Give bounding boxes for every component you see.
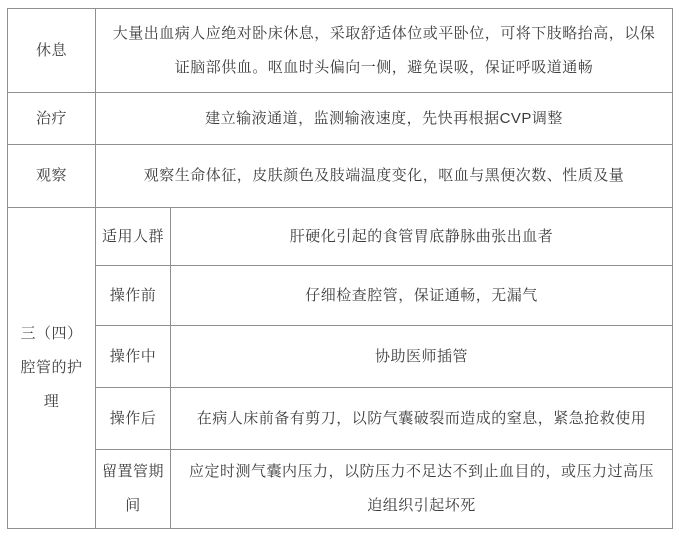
- row-content-observation: [96, 145, 673, 208]
- row-content-rest: [96, 9, 673, 93]
- row-label-rest-text: 休息: [35, 41, 67, 59]
- subrow-label-applicable-population: [96, 208, 171, 266]
- nursing-care-table: [7, 8, 673, 529]
- group-label-tube-care-line-1: 三（四）: [20, 325, 83, 342]
- row-content-observation-line-1: 观察生命体征，皮肤颜色及肢端温度变化，呕血与黑便次数、性质及量: [143, 167, 625, 184]
- table-row-observation: [8, 145, 673, 208]
- row-label-treatment-text: 治疗: [35, 109, 67, 127]
- row-label-rest: [8, 9, 96, 93]
- subrow-label-during-operation: [96, 326, 171, 388]
- table-row-during-operation: [8, 326, 673, 388]
- subrow-content-after-operation: [171, 388, 673, 450]
- table-row-rest: [8, 9, 673, 93]
- subrow-label-indwelling-period: [96, 450, 171, 529]
- subrow-label-before-operation-text: 操作前: [109, 286, 157, 304]
- subrow-label-after-operation-text: 操作后: [109, 409, 157, 427]
- subrow-label-indwelling-period-line-2: 间: [125, 497, 141, 514]
- subrow-label-applicable-population-text: 适用人群: [101, 227, 164, 245]
- row-content-treatment-line-1: 建立输液通道，监测输液速度，先快再根据CVP调整: [205, 109, 563, 127]
- subrow-content-during-operation: [171, 326, 673, 388]
- table-row-treatment: [8, 93, 673, 145]
- row-content-rest-line-2: 证脑部供血。呕血时头偏向一侧，避免误吸，保证呼吸道通畅: [174, 58, 594, 76]
- subrow-content-indwelling-period: [171, 450, 673, 529]
- subrow-label-during-operation-text: 操作中: [109, 347, 157, 365]
- table-row-applicable-population: [8, 208, 673, 266]
- subrow-content-indwelling-period-line-1: 应定时测气囊内压力，以防压力不足达不到止血目的，或压力过高压: [189, 463, 655, 480]
- table-row-before-operation: [8, 266, 673, 326]
- subrow-content-applicable-population-line-1: 肝硬化引起的食管胃底静脉曲张出血者: [289, 227, 554, 245]
- subrow-content-before-operation-line-1: 仔细检查腔管，保证通畅，无漏气: [305, 286, 538, 304]
- table-row-indwelling-period: [8, 450, 673, 529]
- row-label-observation: [8, 145, 96, 208]
- row-content-rest-line-1: 大量出血病人应绝对卧床休息，采取舒适体位或平卧位，可将下肢略抬高，以保: [112, 24, 656, 42]
- row-content-treatment: [96, 93, 673, 145]
- group-label-tube-care-line-3: 理: [43, 393, 60, 410]
- group-label-tube-care: [8, 208, 96, 529]
- subrow-content-during-operation-line-1: 协助医师插管: [375, 347, 469, 365]
- subrow-label-before-operation: [96, 266, 171, 326]
- subrow-content-before-operation: [171, 266, 673, 326]
- subrow-content-after-operation-line-1: 在病人床前备有剪刀，以防气囊破裂而造成的窒息，紧急抢救使用: [196, 409, 647, 427]
- table-row-after-operation: [8, 388, 673, 450]
- subrow-content-indwelling-period-line-2: 迫组织引起坏死: [367, 497, 476, 514]
- subrow-content-applicable-population: [171, 208, 673, 266]
- row-label-treatment: [8, 93, 96, 145]
- subrow-label-after-operation: [96, 388, 171, 450]
- subrow-label-indwelling-period-line-1: 留置管期: [101, 463, 164, 480]
- row-label-observation-text: 观察: [35, 167, 67, 184]
- group-label-tube-care-line-2: 腔管的护: [20, 359, 83, 376]
